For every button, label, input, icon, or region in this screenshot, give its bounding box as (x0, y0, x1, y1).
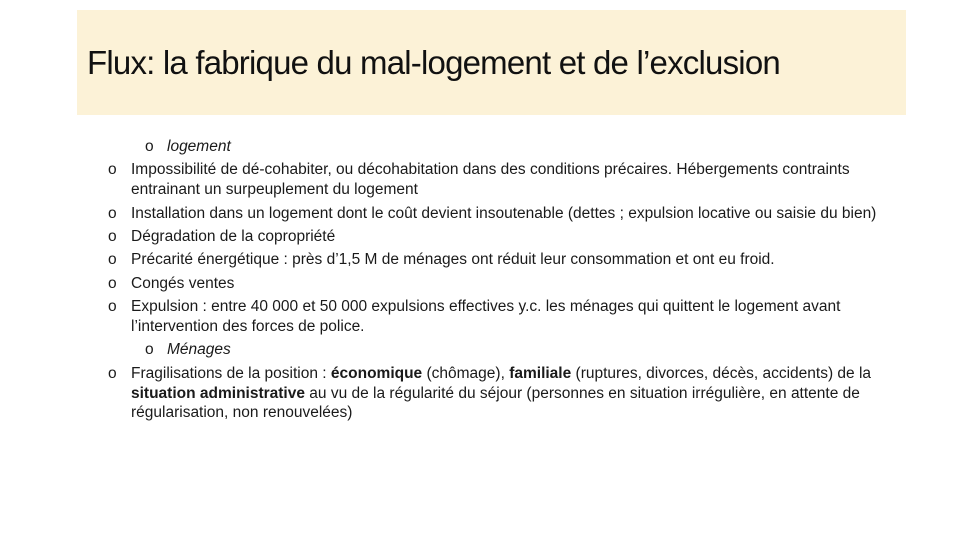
bullet-marker: o (108, 204, 117, 222)
list-item-text: Installation dans un logement dont le coût devient insoutenable (dettes ; expulsion locative ou saisie du bien) (131, 204, 877, 222)
emphasis-economique: économique (330, 364, 423, 382)
bullet-marker: o (108, 298, 117, 316)
list-item (108, 227, 888, 247)
text-run: (chômage), (422, 364, 510, 382)
bullet-marker: o (108, 161, 117, 179)
text-run: au vu de la régularité du séjour (personnes en situation irrégulière, en attente de régularisation, non renouvelées) (131, 384, 860, 422)
list-item (108, 274, 888, 294)
text-run: Fragilisations de la position : (131, 364, 331, 382)
section-label: Ménages (167, 341, 231, 359)
bullet-marker: o (108, 227, 117, 245)
list-item (108, 297, 888, 337)
list-item (108, 160, 888, 200)
list-item-text: Dégradation de la copropriété (131, 227, 336, 245)
section-label: logement (167, 138, 231, 155)
bullet-marker: o (108, 274, 117, 292)
list-item-text: Congés ventes (131, 274, 235, 292)
emphasis-familiale: familiale (509, 364, 572, 382)
page-title: Flux: la fabrique du mal-logement et de l’exclusion (87, 44, 780, 81)
list-item-text: Expulsion : entre 40 000 et 50 000 expulsions effectives y.c. les ménages qui quittent le logement avant l’intervention des forces de police. (131, 298, 841, 335)
bullet-list (108, 137, 888, 427)
list-item (108, 364, 888, 423)
section-heading-menages (108, 340, 888, 360)
list-item-text: Précarité énergétique : près d’1,5 M de ménages ont réduit leur consommation et ont eu froid. (131, 251, 775, 269)
emphasis-situation-administrative: situation administrative (131, 384, 305, 402)
list-item-text: Impossibilité de dé-cohabiter, ou décohabitation dans des conditions précaires. Hébergements contraints entrainant un surpeuplement du logement (131, 161, 850, 199)
list-item (108, 204, 888, 224)
list-item (108, 250, 888, 270)
list-item-text (131, 365, 871, 422)
bullet-marker: o (108, 364, 117, 382)
bullet-marker: o (145, 138, 154, 155)
text-run: (ruptures, divorces, décès, accidents) de la (571, 364, 872, 382)
bullet-marker: o (145, 341, 154, 359)
section-heading-logement (108, 137, 888, 157)
bullet-marker: o (108, 251, 117, 269)
